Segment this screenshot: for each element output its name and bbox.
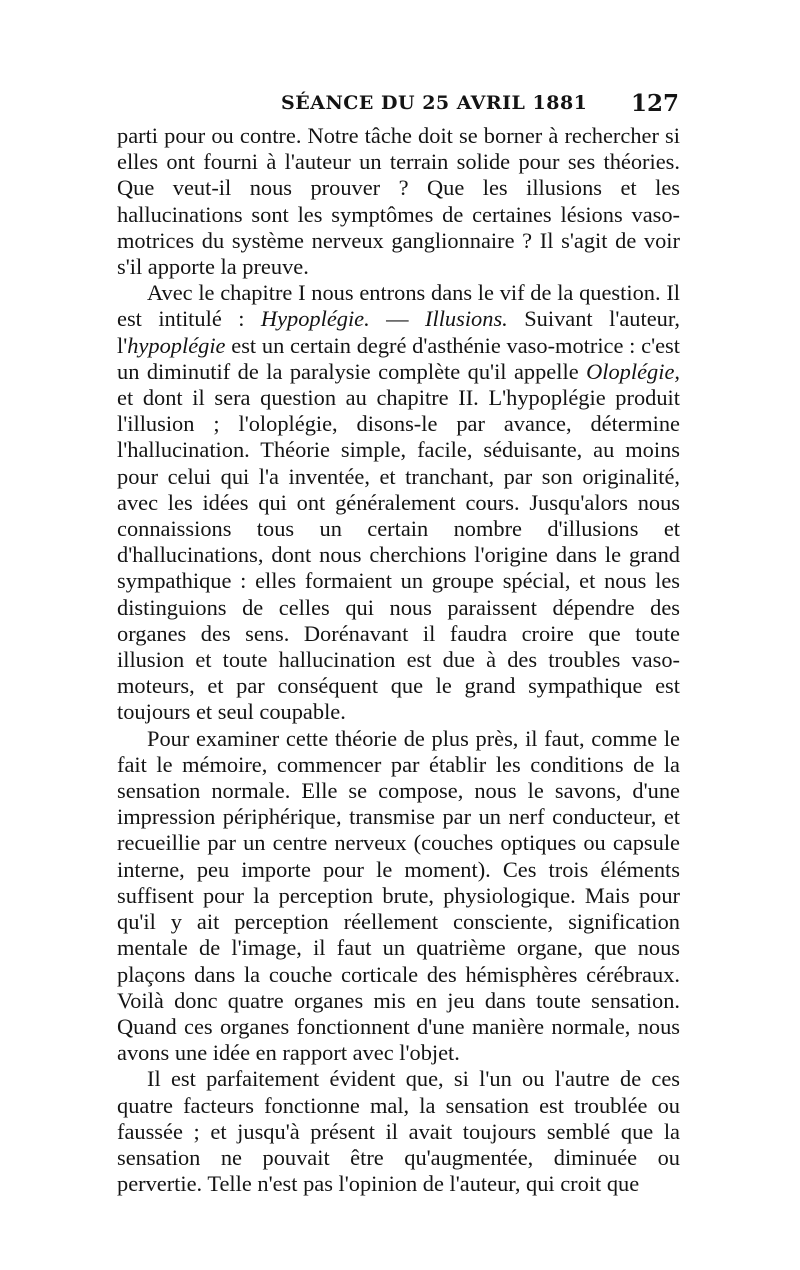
paragraph-2-end: et dont il sera question au chapitre II. L'hypoplégie produit l'illusion ; l'oloplégie, disons-le par avance, détermine l'hallucination. Théorie simple, facile, séduisante, au moins pour celui qui l'a inventée, et tranchant, par son originalité, avec les idées qui ont généralement cours. Jusqu'alors nous connaissions tous un certain nombre d'illusions et d'hallucinations, dont nous cherchions l'origine dans le grand sympathique : elles formaient un groupe spécial, et nous les distinguions de celles qui nous paraissent dépendre des organes des sens. Dorénavant il faudra croire que toute illusion et toute hallucination est due à des troubles vaso-moteurs, et par conséquent que le grand sympathique est toujours et seul coupable. [117,385,680,725]
body-text [117,123,680,1197]
term-hypoplegie: hypoplégie [127,332,226,358]
page-number: 127 [630,90,679,117]
running-head [119,86,679,118]
paragraph-1: parti pour ou contre. Notre tâche doit se borner à rechercher si elles ont fourni à l'auteur un terrain solide pour ses théories. Que veut-il nous prouver ? Que les illusions et les hallucinations sont les symptômes de certaines lésions vaso-motrices du système nerveux ganglionnaire ? Il s'agit de voir s'il apporte la preuve. [117,123,680,280]
title-dash: — [369,306,426,332]
running-title: SÉANCE DU 25 AVRIL 1881 [281,92,588,114]
paragraph-4: Il est parfaitement évident que, si l'un ou l'autre de ces quatre facteurs fonctionne mal, la sensation est troublée ou faussée ; et jusqu'à présent il avait toujours semblé que la sensation ne pouvait être qu'augmentée, diminuée ou pervertie. Telle n'est pas l'opinion de l'auteur, qui croit que [117,1066,680,1197]
paragraph-2-intro: Avec le chapitre I nous entrons dans le vif de la question. Il est intitulé : [117,280,680,332]
paragraph-2-middle: est un certain degré d'asthénie vaso-motrice : c'est un diminutif de la paralysie complète qu'il appelle [117,332,680,384]
paragraph-2-author: Suivant l'auteur, l' [117,306,680,358]
chapter-title-illusions: Illusions. [425,306,508,332]
paragraph-2 [117,280,680,725]
term-oloplegie: Oloplégie, [586,358,680,384]
paragraph-3: Pour examiner cette théorie de plus près, il faut, comme le fait le mémoire, commencer par établir les conditions de la sensation normale. Elle se compose, nous le savons, d'une impression périphérique, transmise par un nerf conducteur, et recueillie par un centre nerveux (couches optiques ou capsule interne, peu importe pour le moment). Ces trois éléments suffisent pour la perception brute, physiologique. Mais pour qu'il y ait perception réellement consciente, signification mentale de l'image, il faut un quatrième organe, que nous plaçons dans la couche corticale des hémisphères cérébraux. Voilà donc quatre organes mis en jeu dans toute sensation. Quand ces organes fonctionnent d'une manière normale, nous avons une idée en rapport avec l'objet. [117,725,680,1066]
chapter-title-hypoplegie: Hypoplégie. [260,306,370,332]
